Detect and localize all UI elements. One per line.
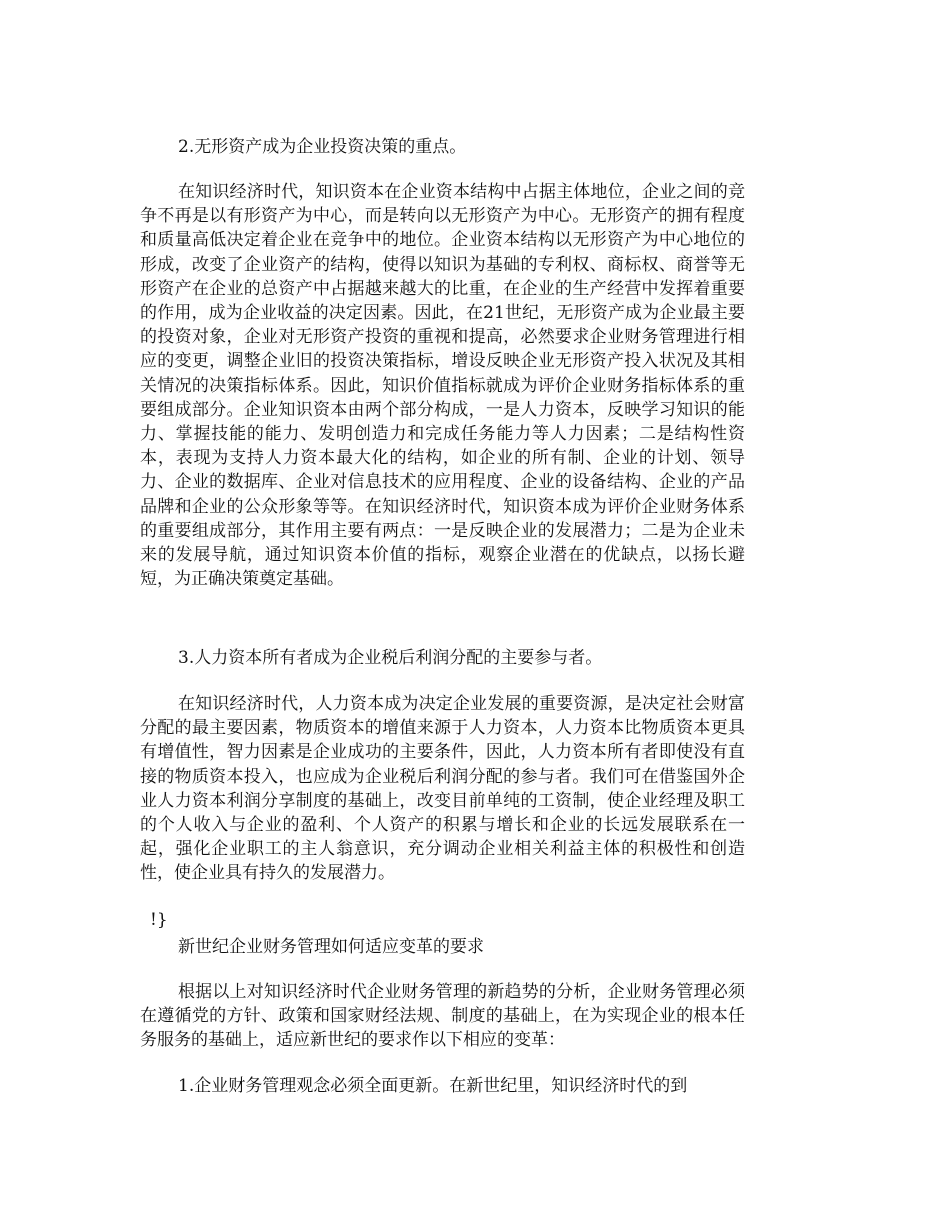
- paragraph-knowledge-capital: 在知识经济时代，知识资本在企业资本结构中占据主体地位，企业之间的竞争不再是以有形资产为中心，而是转向以无形资产为中心。无形资产的拥有程度和质量高低决定着企业在竞争中的地位。企业资本结构以无形资产为中心地位的形成，改变了企业资产的结构，使得以知识为基础的专利权、商标权、商誉等无形资产在企业的总资产中占据越来越大的比重，在企业的生产经营中发挥着重要的作用，成为企业收益的决定因素。因此，在21世纪，无形资产成为企业最主要的投资对象，企业对无形资产投资的重视和提高，必然要求企业财务管理进行相应的变更，调整企业旧的投资决策指标，增设反映企业无形资产投入状况及其相关情况的决策指标体系。因此，知识价值指标就成为评价企业财务指标体系的重要组成部分。企业知识资本由两个部分构成，一是人力资本，反映学习知识的能力、掌握技能的能力、发明创造力和完成任务能力等人力因素；二是结构性资本，表现为支持人力资本最大化的结构，如企业的所有制、企业的计划、领导力、企业的数据库、企业对信息技术的应用程度、企业的设备结构、企业的产品品牌和企业的公众形象等等。在知识经济时代，知识资本成为评价企业财务体系的重要组成部分，其作用主要有两点：一是反映企业的发展潜力；二是为企业未来的发展导航，通过知识资本价值的指标，观察企业潜在的优缺点，以扬长避短，为正确决策奠定基础。: [140, 182, 745, 590]
- paragraph-human-capital: 在知识经济时代，人力资本成为决定企业发展的重要资源，是决定社会财富分配的最主要因素，物质资本的增值来源于人力资本，人力资本比物质资本更具有增值性，智力因素是企业成功的主要条件，因此，人力资本所有者即使没有直接的物质资本投入，也应成为企业税后利润分配的参与者。我们可在借鉴国外企业人力资本利润分享制度的基础上，改变目前单纯的工资制，使企业经理及职工的个人收入与企业的盈利、个人资产的积累与增长和企业的长远发展联系在一起，强化企业职工的主人翁意识，充分调动企业相关利益主体的积极性和创造性，使企业具有持久的发展潜力。: [140, 694, 745, 884]
- stray-mark: !}: [150, 910, 168, 930]
- heading-management-concept: 1.企业财务管理观念必须全面更新。在新世纪里，知识经济时代的到: [178, 1076, 688, 1096]
- heading-intangible-assets: 2.无形资产成为企业投资决策的重点。: [178, 137, 467, 157]
- paragraph-reform-requirements: 根据以上对知识经济时代企业财务管理的新趋势的分析，企业财务管理必须在遵循党的方针、政策和国家财经法规、制度的基础上，在为实现企业的根本任务服务的基础上，适应新世纪的要求作以下相应的变革：: [140, 982, 745, 1051]
- section-title: 新世纪企业财务管理如何适应变革的要求: [178, 937, 484, 957]
- heading-human-capital: 3.人力资本所有者成为企业税后利润分配的主要参与者。: [178, 648, 603, 668]
